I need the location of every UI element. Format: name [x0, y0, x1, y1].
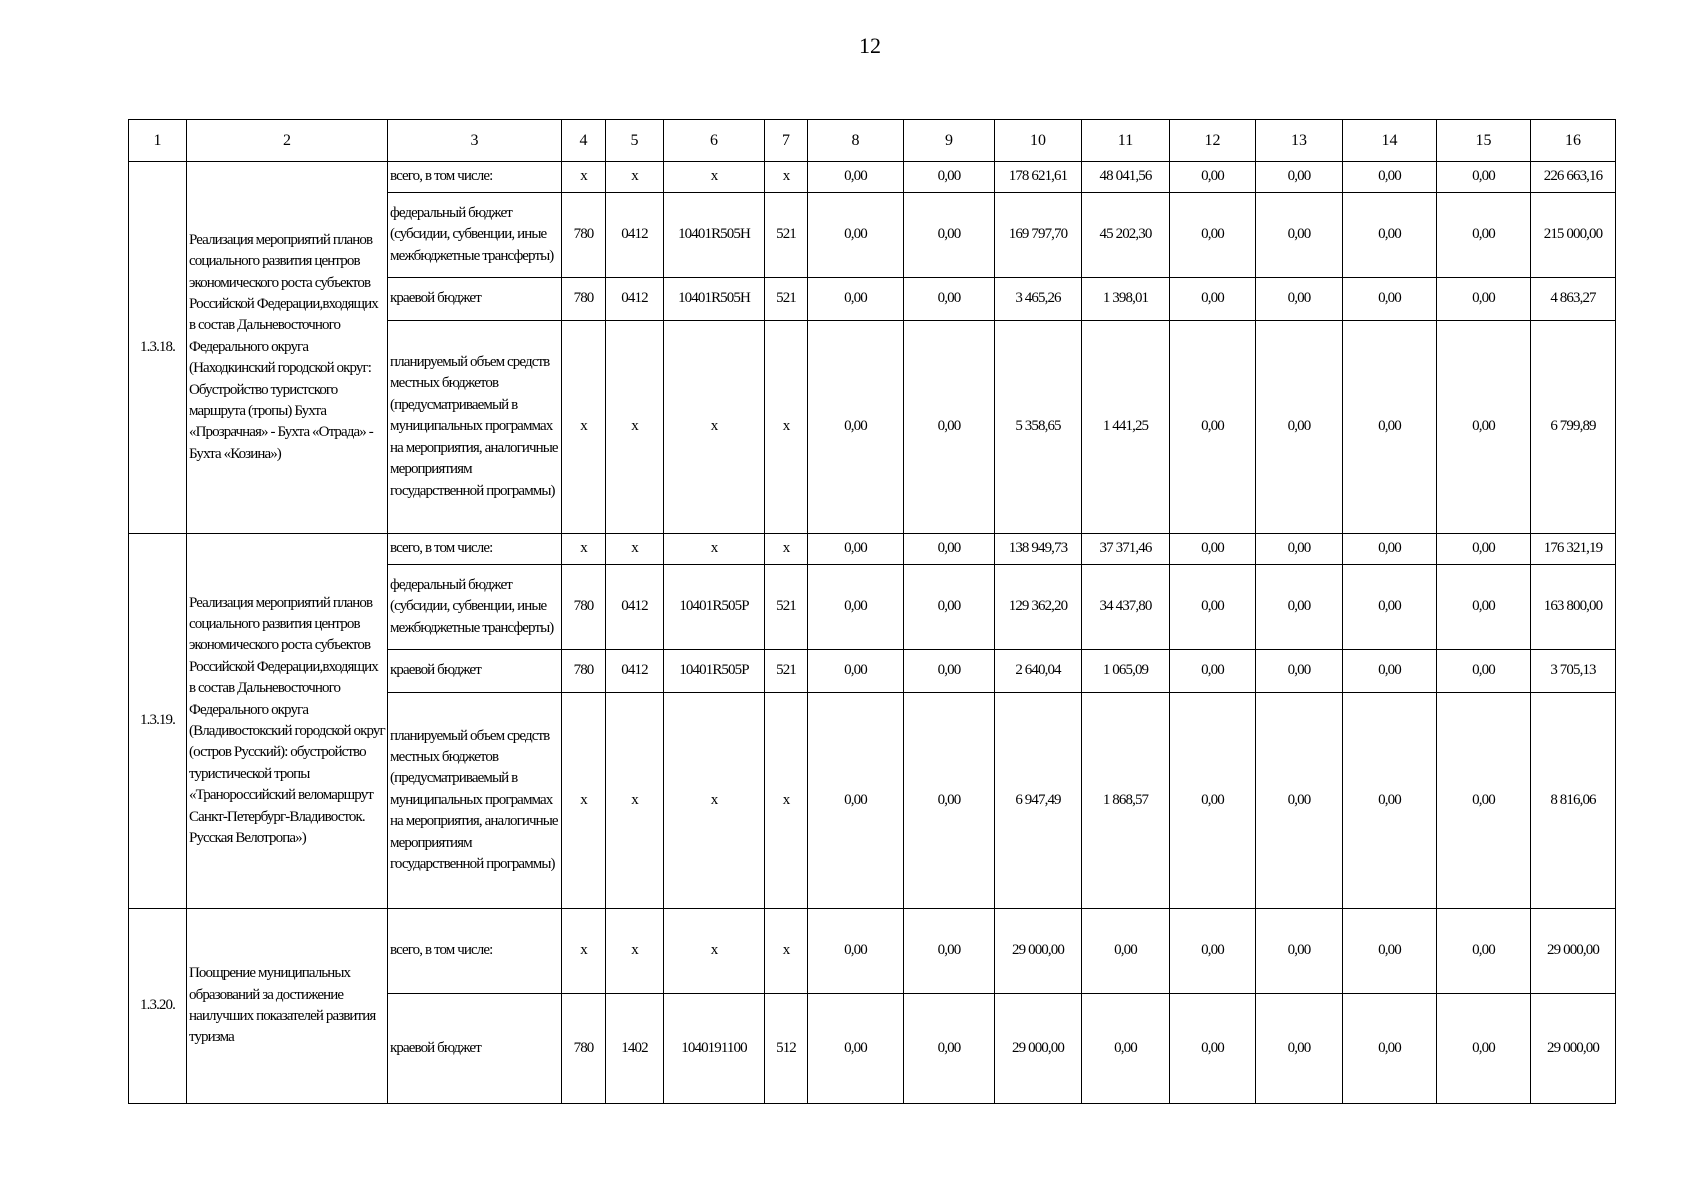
value-cell-16: 226 663,16 [1531, 162, 1616, 193]
value-cell-6: 1040191100 [664, 994, 765, 1104]
value-cell-7: x [765, 321, 808, 534]
value-cell-14: 0,00 [1343, 193, 1437, 278]
col-header: 8 [808, 120, 904, 162]
value-cell-14: 0,00 [1343, 534, 1437, 565]
value-cell-8: 0,00 [808, 193, 904, 278]
value-cell-13: 0,00 [1256, 565, 1343, 650]
value-cell-5: x [606, 693, 664, 909]
value-cell-9: 0,00 [904, 909, 995, 994]
value-cell-8: 0,00 [808, 321, 904, 534]
value-cell-6: 10401R505H [664, 278, 765, 321]
value-cell-13: 0,00 [1256, 278, 1343, 321]
funding-source: федеральный бюджет (субсидии, субвенции, иные межбюджетные трансферты) [388, 565, 562, 650]
value-cell-10: 169 797,70 [995, 193, 1082, 278]
value-cell-4: 780 [562, 278, 606, 321]
col-header: 9 [904, 120, 995, 162]
value-cell-4: x [562, 162, 606, 193]
value-cell-11: 0,00 [1082, 909, 1170, 994]
value-cell-10: 29 000,00 [995, 994, 1082, 1104]
value-cell-11: 37 371,46 [1082, 534, 1170, 565]
value-cell-16: 29 000,00 [1531, 909, 1616, 994]
table-row [129, 534, 1616, 565]
col-header: 16 [1531, 120, 1616, 162]
table-row [129, 162, 1616, 193]
value-cell-8: 0,00 [808, 650, 904, 693]
value-cell-7: x [765, 909, 808, 994]
value-cell-8: 0,00 [808, 994, 904, 1104]
funding-source: всего, в том числе: [388, 162, 562, 193]
col-header: 5 [606, 120, 664, 162]
value-cell-4: 780 [562, 650, 606, 693]
value-cell-15: 0,00 [1437, 650, 1531, 693]
value-cell-16: 215 000,00 [1531, 193, 1616, 278]
value-cell-7: 521 [765, 193, 808, 278]
value-cell-6: x [664, 534, 765, 565]
value-cell-8: 0,00 [808, 909, 904, 994]
value-cell-8: 0,00 [808, 693, 904, 909]
page-number: 12 [859, 33, 881, 58]
funding-source: краевой бюджет [388, 994, 562, 1104]
value-cell-13: 0,00 [1256, 693, 1343, 909]
value-cell-10: 29 000,00 [995, 909, 1082, 994]
value-cell-7: x [765, 693, 808, 909]
value-cell-8: 0,00 [808, 278, 904, 321]
value-cell-12: 0,00 [1170, 193, 1256, 278]
value-cell-4: x [562, 534, 606, 565]
value-cell-10: 5 358,65 [995, 321, 1082, 534]
value-cell-8: 0,00 [808, 565, 904, 650]
value-cell-8: 0,00 [808, 534, 904, 565]
value-cell-4: 780 [562, 565, 606, 650]
funding-source: планируемый объем средств местных бюджетов (предусматриваемый в муниципальных программах на мероприятия, аналогичные мероприятиям государственной программы) [388, 321, 562, 534]
item-code: 1.3.19. [129, 534, 187, 909]
col-header: 12 [1170, 120, 1256, 162]
value-cell-11: 0,00 [1082, 994, 1170, 1104]
value-cell-11: 1 065,09 [1082, 650, 1170, 693]
value-cell-15: 0,00 [1437, 278, 1531, 321]
value-cell-15: 0,00 [1437, 909, 1531, 994]
value-cell-11: 1 398,01 [1082, 278, 1170, 321]
value-cell-16: 3 705,13 [1531, 650, 1616, 693]
value-cell-15: 0,00 [1437, 321, 1531, 534]
item-code: 1.3.20. [129, 909, 187, 1104]
value-cell-9: 0,00 [904, 693, 995, 909]
value-cell-15: 0,00 [1437, 565, 1531, 650]
value-cell-6: x [664, 693, 765, 909]
value-cell-7: x [765, 162, 808, 193]
value-cell-13: 0,00 [1256, 650, 1343, 693]
value-cell-16: 8 816,06 [1531, 693, 1616, 909]
value-cell-11: 34 437,80 [1082, 565, 1170, 650]
value-cell-10: 138 949,73 [995, 534, 1082, 565]
value-cell-6: x [664, 321, 765, 534]
col-header: 11 [1082, 120, 1170, 162]
value-cell-6: x [664, 909, 765, 994]
value-cell-7: x [765, 534, 808, 565]
value-cell-14: 0,00 [1343, 278, 1437, 321]
value-cell-8: 0,00 [808, 162, 904, 193]
value-cell-7: 521 [765, 565, 808, 650]
value-cell-4: 780 [562, 994, 606, 1104]
item-name: Реализация мероприятий планов социального развития центров экономического роста субъектов Российской Федерации,входящих в состав Дальневосточного Федерального округа (Владивостокский городской округ (остров Русский): обустройство туристической тропы «Транороссийский веломаршрут Санкт-Петербург-Владивосток. Русская Велотропа») [187, 534, 388, 909]
value-cell-5: 0412 [606, 650, 664, 693]
value-cell-14: 0,00 [1343, 994, 1437, 1104]
funding-source: всего, в том числе: [388, 909, 562, 994]
header-row [129, 120, 1616, 162]
item-code: 1.3.18. [129, 162, 187, 534]
value-cell-13: 0,00 [1256, 994, 1343, 1104]
value-cell-13: 0,00 [1256, 534, 1343, 565]
value-cell-16: 176 321,19 [1531, 534, 1616, 565]
value-cell-16: 29 000,00 [1531, 994, 1616, 1104]
value-cell-11: 1 868,57 [1082, 693, 1170, 909]
value-cell-14: 0,00 [1343, 565, 1437, 650]
value-cell-13: 0,00 [1256, 321, 1343, 534]
value-cell-6: 10401R505P [664, 650, 765, 693]
value-cell-13: 0,00 [1256, 193, 1343, 278]
value-cell-12: 0,00 [1170, 162, 1256, 193]
value-cell-5: 1402 [606, 994, 664, 1104]
item-name: Реализация мероприятий планов социального развития центров экономического роста субъектов Российской Федерации,входящих в состав Дальневосточного Федерального округа (Находкинский городской округ: Обустройство туристского маршрута (тропы) Бухта «Прозрачная» - Бухта «Отрада» - Бухта «Козина») [187, 162, 388, 534]
item-name: Поощрение муниципальных образований за достижение наилучших показателей развития туризма [187, 909, 388, 1104]
col-header: 10 [995, 120, 1082, 162]
col-header: 14 [1343, 120, 1437, 162]
value-cell-14: 0,00 [1343, 650, 1437, 693]
value-cell-5: x [606, 162, 664, 193]
value-cell-12: 0,00 [1170, 321, 1256, 534]
value-cell-9: 0,00 [904, 565, 995, 650]
value-cell-10: 6 947,49 [995, 693, 1082, 909]
value-cell-12: 0,00 [1170, 278, 1256, 321]
value-cell-6: 10401R505P [664, 565, 765, 650]
value-cell-9: 0,00 [904, 193, 995, 278]
value-cell-9: 0,00 [904, 162, 995, 193]
col-header: 15 [1437, 120, 1531, 162]
value-cell-9: 0,00 [904, 278, 995, 321]
value-cell-15: 0,00 [1437, 994, 1531, 1104]
value-cell-14: 0,00 [1343, 321, 1437, 534]
value-cell-9: 0,00 [904, 650, 995, 693]
value-cell-4: 780 [562, 193, 606, 278]
value-cell-9: 0,00 [904, 321, 995, 534]
funding-source: планируемый объем средств местных бюджетов (предусматриваемый в муниципальных программах на мероприятия, аналогичные мероприятиям государственной программы) [388, 693, 562, 909]
col-header: 3 [388, 120, 562, 162]
value-cell-9: 0,00 [904, 534, 995, 565]
value-cell-16: 163 800,00 [1531, 565, 1616, 650]
value-cell-5: x [606, 321, 664, 534]
col-header: 13 [1256, 120, 1343, 162]
value-cell-14: 0,00 [1343, 162, 1437, 193]
value-cell-10: 178 621,61 [995, 162, 1082, 193]
funding-source: федеральный бюджет (субсидии, субвенции, иные межбюджетные трансферты) [388, 193, 562, 278]
budget-table [128, 119, 1616, 1104]
value-cell-16: 6 799,89 [1531, 321, 1616, 534]
value-cell-5: x [606, 909, 664, 994]
value-cell-15: 0,00 [1437, 193, 1531, 278]
value-cell-11: 45 202,30 [1082, 193, 1170, 278]
col-header: 4 [562, 120, 606, 162]
col-header: 6 [664, 120, 765, 162]
table-row [129, 909, 1616, 994]
value-cell-15: 0,00 [1437, 693, 1531, 909]
value-cell-12: 0,00 [1170, 909, 1256, 994]
value-cell-15: 0,00 [1437, 162, 1531, 193]
value-cell-4: x [562, 321, 606, 534]
value-cell-15: 0,00 [1437, 534, 1531, 565]
col-header: 1 [129, 120, 187, 162]
funding-source: всего, в том числе: [388, 534, 562, 565]
col-header: 7 [765, 120, 808, 162]
value-cell-6: 10401R505H [664, 193, 765, 278]
funding-source: краевой бюджет [388, 650, 562, 693]
funding-source: краевой бюджет [388, 278, 562, 321]
value-cell-10: 2 640,04 [995, 650, 1082, 693]
value-cell-9: 0,00 [904, 994, 995, 1104]
value-cell-16: 4 863,27 [1531, 278, 1616, 321]
value-cell-6: x [664, 162, 765, 193]
value-cell-7: 521 [765, 650, 808, 693]
value-cell-12: 0,00 [1170, 693, 1256, 909]
value-cell-5: 0412 [606, 278, 664, 321]
value-cell-11: 1 441,25 [1082, 321, 1170, 534]
value-cell-7: 521 [765, 278, 808, 321]
value-cell-13: 0,00 [1256, 162, 1343, 193]
value-cell-10: 3 465,26 [995, 278, 1082, 321]
col-header: 2 [187, 120, 388, 162]
value-cell-14: 0,00 [1343, 909, 1437, 994]
value-cell-12: 0,00 [1170, 650, 1256, 693]
value-cell-13: 0,00 [1256, 909, 1343, 994]
value-cell-12: 0,00 [1170, 565, 1256, 650]
value-cell-4: x [562, 909, 606, 994]
value-cell-12: 0,00 [1170, 994, 1256, 1104]
value-cell-14: 0,00 [1343, 693, 1437, 909]
value-cell-7: 512 [765, 994, 808, 1104]
value-cell-5: 0412 [606, 565, 664, 650]
value-cell-10: 129 362,20 [995, 565, 1082, 650]
value-cell-5: 0412 [606, 193, 664, 278]
value-cell-4: x [562, 693, 606, 909]
value-cell-11: 48 041,56 [1082, 162, 1170, 193]
value-cell-5: x [606, 534, 664, 565]
value-cell-12: 0,00 [1170, 534, 1256, 565]
